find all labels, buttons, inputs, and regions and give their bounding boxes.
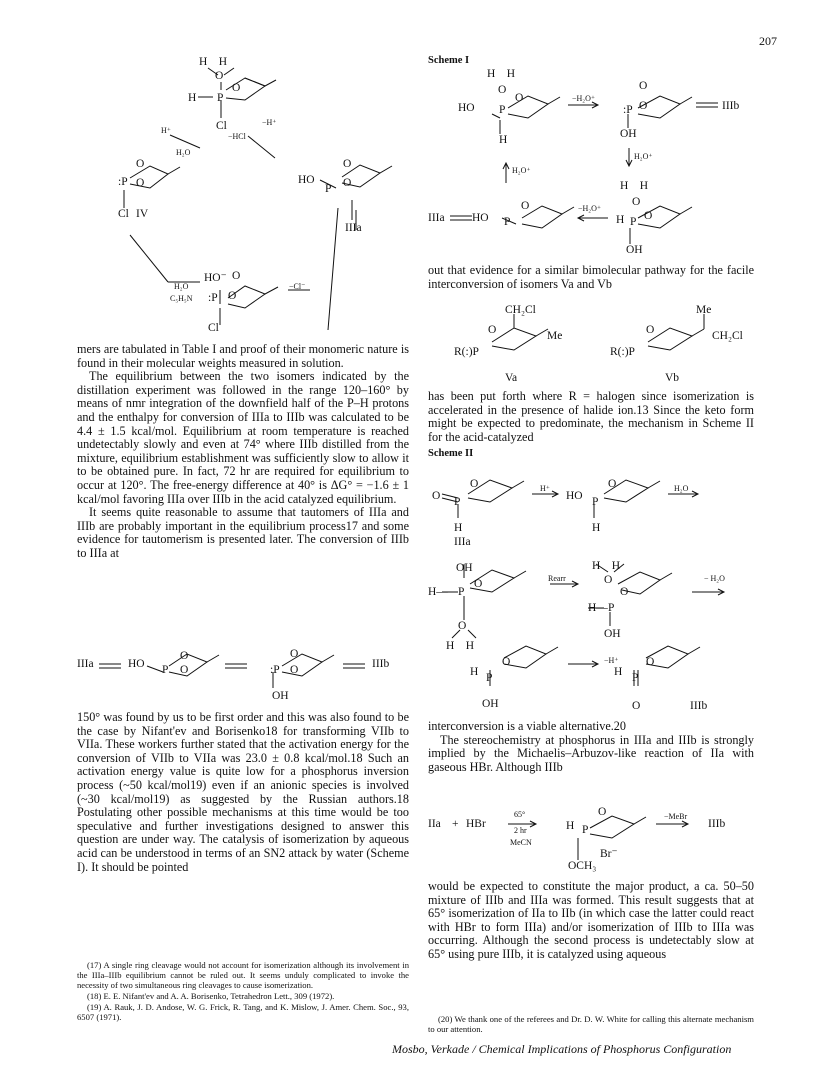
s2-lbl-o-row2b: O	[604, 574, 613, 586]
s2-lbl-ho-plus: HO	[566, 490, 583, 502]
s1-lbl-iiib: IIIb	[722, 100, 740, 112]
s2-lbl-minus-h-plus: −H⁺	[604, 656, 619, 665]
right-para-3	[428, 720, 754, 774]
lbl-cond-time: 2 hr	[514, 826, 527, 835]
s2-lbl-h-plus-2: H	[592, 522, 601, 534]
left-para-3: It seems quite reasonable to assume that tautomers of IIIa and IIIb are probably important in the equilibrium process17 and some evidence for tautomerism is presented later. The conversion of IIIb to IIIa at	[77, 505, 409, 560]
lbl-inline-p2: :P	[270, 664, 280, 676]
lbl-inline-o1: O	[180, 650, 189, 662]
lbl-vb-ch2cl: CH₂Cl	[712, 330, 743, 342]
lbl-cond-temp: 65°	[514, 810, 526, 819]
lbl-o-iv2: O	[136, 177, 145, 189]
lbl-o-top: O	[215, 70, 224, 82]
lbl-inline-ho: HO	[128, 658, 145, 670]
s2-lbl-o-row3: O	[502, 656, 511, 668]
lbl-va-o: O	[488, 324, 497, 336]
s2-lbl-o-row2: O	[474, 578, 483, 590]
lbl-ho-minus: HO⁻	[204, 272, 227, 284]
lbl-p-right: P	[325, 183, 332, 195]
s1-lbl-h-4: H	[616, 214, 625, 226]
lbl-inline-iiia: IIIa	[77, 658, 94, 670]
s2-lbl-h-keto: H	[454, 522, 463, 534]
s2-lbl-h-row3: H	[470, 666, 479, 678]
s2-lbl-o-plus-row2: O	[458, 620, 467, 632]
lbl-hbr-p: P	[582, 824, 589, 836]
s2-lbl-o-ring-keto: O	[470, 478, 479, 490]
lbl-inline-oh: OH	[272, 690, 289, 702]
footnote-18: (18) E. E. Nifant'ev and A. A. Borisenko, Tetrahedron Lett., 309 (1972).	[87, 991, 335, 1001]
left-para-2: The equilibrium between the two isomers indicated by the distillation experiment was followed in the range 120–160° by means of nmr integration of the downfield half of the P–H protons and the enthalpy for conversion of IIIa to IIIb was calculated to be 4.4 ± 1.5 kcal/mol. Equilibrium at room temperature is reached undetectably slowly and even at 74° where IIIb distilled from the mixture, equilibrium establishment was sufficiently slow to allow it to be obtained pure. In fact, 72 hr are required for equilibrium to occur at 120°. The free-energy difference at 40° is ΔG° = −1.6 ± 1 kcal/mol favoring IIIa over IIIb in the acid catalyzed equilibrium.	[77, 369, 409, 506]
s2-lbl-h-p-row2b: H—	[588, 602, 608, 614]
lbl-va-ch2cl: CH₂Cl	[505, 304, 536, 316]
s1-lbl-ho-3: HO	[472, 212, 489, 224]
right-para-5: would be expected to constitute the major product, a ca. 50–50 mixture of IIIb and IIIa was formed. This result suggests that at 65° isomerization of IIa to IIb (in which case the latter could react with HBr to form IIIa) and/or isomerization of IIIb to IIIa was occurring. Although the second process is undetectably slow at 65° using pure IIIb, it is catalyzed using aqueous	[428, 879, 754, 961]
lbl-p-bottom: :P	[208, 292, 218, 304]
lbl-o-bottom2: O	[228, 290, 237, 302]
left-footnotes	[77, 960, 409, 1023]
lbl-o-right: O	[343, 158, 352, 170]
s1-lbl-minus-h2o-1: −H₂O⁺	[572, 94, 596, 103]
lbl-hbr-iiib: IIIb	[708, 818, 726, 830]
lbl-o-iv: O	[136, 158, 145, 170]
s2-lbl-iiib: IIIb	[690, 700, 708, 712]
s1-lbl-h3o-1: H₂O⁺	[634, 152, 653, 161]
s1-lbl-o-ring1: O	[515, 92, 524, 104]
s1-lbl-minus-h2o-2: −H₂O⁺	[578, 204, 602, 213]
left-para-4: 150° was found by us to be first order and this was also found to be the case by Nifant'ev and Borisenko18 for transforming VIIb to VIIa. These workers further stated that the activation energy for the conversion of VIIb to VIIa was 23.0 ± 0.8 kcal/mol.18 Such an activation energy value is quite low for a phosphorus inversion process (~50 kcal/mol19) even if an anionic species is involved (~30 kcal/mol19) as suggested by the Russian authors.18 Postulating other possible mechanisms at this time would be too speculative and further investigations designed to answer this question are under way. The catalysis of isomerization by aqueous acid can be understood in terms of an SN2 attack by water (Scheme I). It should be pointed	[77, 710, 409, 874]
s2-lbl-p-keto: P	[454, 496, 461, 508]
lbl-inline-p1: P	[162, 664, 169, 676]
s2-lbl-oh: OH	[456, 562, 473, 574]
s1-lbl-o-2: O	[639, 80, 648, 92]
s2-lbl-minus-h2o: − H₂O	[704, 574, 725, 583]
lbl-c5h5n: C₅H₅N	[170, 294, 193, 303]
lbl-vb: Vb	[665, 372, 680, 384]
lbl-va-rp: R(:)P	[454, 346, 479, 358]
s1-lbl-o-3: O	[632, 196, 641, 208]
s1-lbl-o-3b: O	[521, 200, 530, 212]
lbl-cl-bottom: Cl	[208, 322, 219, 334]
lbl-hbr-br: Br⁻	[600, 848, 618, 860]
s1-lbl-oh-2: OH	[620, 128, 637, 140]
s1-lbl-p-4: P	[630, 216, 637, 228]
s2-lbl-h-plus: H⁺	[540, 484, 550, 493]
lbl-inline-o2b: O	[290, 664, 299, 676]
s2-lbl-o-row3b: O	[646, 656, 655, 668]
lbl-h-top-left: H	[188, 92, 197, 104]
lbl-inline-o1b: O	[180, 664, 189, 676]
s2-lbl-p-plus: P	[592, 496, 599, 508]
right-para-3-text: interconversion is a viable alternative.20	[428, 719, 626, 733]
s2-lbl-iiia: IIIa	[454, 536, 471, 548]
s2-lbl-h-h-row2b: H H	[592, 560, 621, 572]
lbl-p-top: P	[217, 92, 224, 104]
lbl-o-ring-top: O	[232, 82, 241, 94]
s2-lbl-h-h-row2: H H	[446, 640, 475, 652]
right-para-2: has been put forth where R = halogen since isomerization is accelerated in the presence of halide ion.13 Since the keto form might be expected to predominate, the mechanism in Scheme II for the acid-catalyzed	[428, 389, 754, 444]
lbl-minus-h-plus: −H⁺	[262, 118, 277, 127]
lbl-o-bottom: O	[232, 270, 241, 282]
lbl-h-plus: H⁺	[161, 126, 171, 135]
lbl-h2o-bottom: H₂O	[174, 282, 189, 291]
lbl-inline-o2: O	[290, 648, 299, 660]
lbl-hbr: HBr	[466, 818, 486, 830]
s2-lbl-o-row3c: O	[632, 700, 641, 712]
s2-lbl-o-ring-row2b: O	[620, 586, 629, 598]
s2-lbl-p-row3: P	[486, 672, 493, 684]
lbl-vb-me: Me	[696, 304, 712, 316]
lbl-minus-hcl: −HCl	[228, 132, 246, 141]
s2-lbl-o-plus: O	[608, 478, 617, 490]
s1-lbl-iiia: IIIa	[428, 212, 445, 224]
s1-lbl-o-1: O	[498, 84, 507, 96]
s2-lbl-h-p: H—	[428, 586, 448, 598]
s2-lbl-p-row3b: P	[632, 672, 639, 684]
s1-lbl-h3o-2: H₂O⁺	[512, 166, 531, 175]
inline-equilibrium-figure	[77, 642, 417, 712]
s2-lbl-h2o: H₂O	[674, 484, 689, 493]
lbl-hbr-h: H	[566, 820, 575, 832]
footnote-17: (17) A single ring cleavage would not account for isomerization although its involvement in the IIIa–IIIb equilibrium cannot be ruled out. It seems unduly complicated to invoke the necessity of two simultaneous ring cleavages to cause isomerization.	[77, 960, 409, 990]
lbl-iiia-left: IIIa	[345, 222, 362, 234]
s2-lbl-oh-row2b: OH	[604, 628, 621, 640]
lbl-ho-right: HO	[298, 174, 315, 186]
s1-lbl-h-h-1: H H	[487, 68, 516, 80]
lbl-vb-rp: R(:)P	[610, 346, 635, 358]
lbl-iia: IIa	[428, 818, 441, 830]
scheme-1-title: Scheme I	[428, 55, 470, 66]
s2-lbl-o-keto: O	[432, 490, 441, 502]
lbl-iv: IV	[136, 208, 149, 220]
s1-lbl-h-h-2: H H	[620, 180, 649, 192]
right-para-4-text: The stereochemistry at phosphorus in IIIa and IIIb is strongly implied by the Michaelis–Arbuzov-like reaction of IIa with gaseous HBr. Although IIIb	[428, 732, 754, 774]
running-footer: Mosbo, Verkade / Chemical Implications of Phosphorus Configuration	[392, 1042, 732, 1056]
s1-lbl-p-3: P	[504, 216, 511, 228]
footnote-19: (19) A. Rauk, J. D. Andose, W. G. Frick, R. Tang, and K. Mislow, J. Amer. Chem. Soc., 93, 6507 (1971).	[77, 1002, 409, 1022]
s1-lbl-ho-1: HO	[458, 102, 475, 114]
lbl-hbr-och3: OCH₃	[568, 860, 597, 872]
lbl-va-me: Me	[547, 330, 563, 342]
s1-lbl-o-4b: O	[644, 210, 653, 222]
s2-lbl-oh-row3: OH	[482, 698, 499, 710]
lbl-inline-iiib: IIIb	[372, 658, 390, 670]
lbl-va: Va	[505, 372, 518, 384]
lbl-plus: +	[452, 818, 459, 830]
s1-lbl-p-2: :P	[623, 104, 633, 116]
right-para-1: out that evidence for a similar bimolecular pathway for the facile interconversion of isomers Va and Vb	[428, 263, 754, 291]
lbl-cond-solvent: MeCN	[510, 838, 532, 847]
s2-lbl-p-row2b: P	[608, 602, 615, 614]
left-column-text-bottom	[77, 711, 409, 874]
s1-lbl-o-2b: O	[639, 100, 648, 112]
lbl-hbr-o: O	[598, 806, 607, 818]
lbl-h2o-left: H₂O	[176, 148, 191, 157]
lbl-h-h-top: H H	[199, 56, 228, 68]
s2-lbl-rearr: Rearr	[548, 574, 566, 583]
page-number: 207	[759, 34, 777, 48]
lbl-o-right2: O	[343, 177, 352, 189]
s1-lbl-p-1: P	[499, 104, 506, 116]
s1-lbl-h-1: H	[499, 134, 508, 146]
lbl-p-iv: :P	[118, 176, 128, 188]
left-column-text-top	[77, 343, 409, 561]
scheme-2-title: Scheme II	[428, 448, 474, 459]
lbl-minus-cl: −Cl⁻	[289, 282, 306, 291]
lbl-cl-top: Cl	[216, 120, 227, 132]
s2-lbl-p-row2: P	[458, 586, 465, 598]
s2-lbl-h-row3b: H	[614, 666, 623, 678]
lbl-cl-iv: Cl	[118, 208, 129, 220]
lbl-vb-o: O	[646, 324, 655, 336]
left-para-1: mers are tabulated in Table I and proof of their monomeric nature is found in their molecular weights measured in solution.	[77, 342, 409, 370]
lbl-minus-mebr: −MeBr	[664, 812, 688, 821]
footnote-20: (20) We thank one of the referees and Dr. D. W. White for calling this alternate mechanism to our attention.	[428, 1014, 754, 1034]
s1-lbl-oh-4: OH	[626, 244, 643, 256]
